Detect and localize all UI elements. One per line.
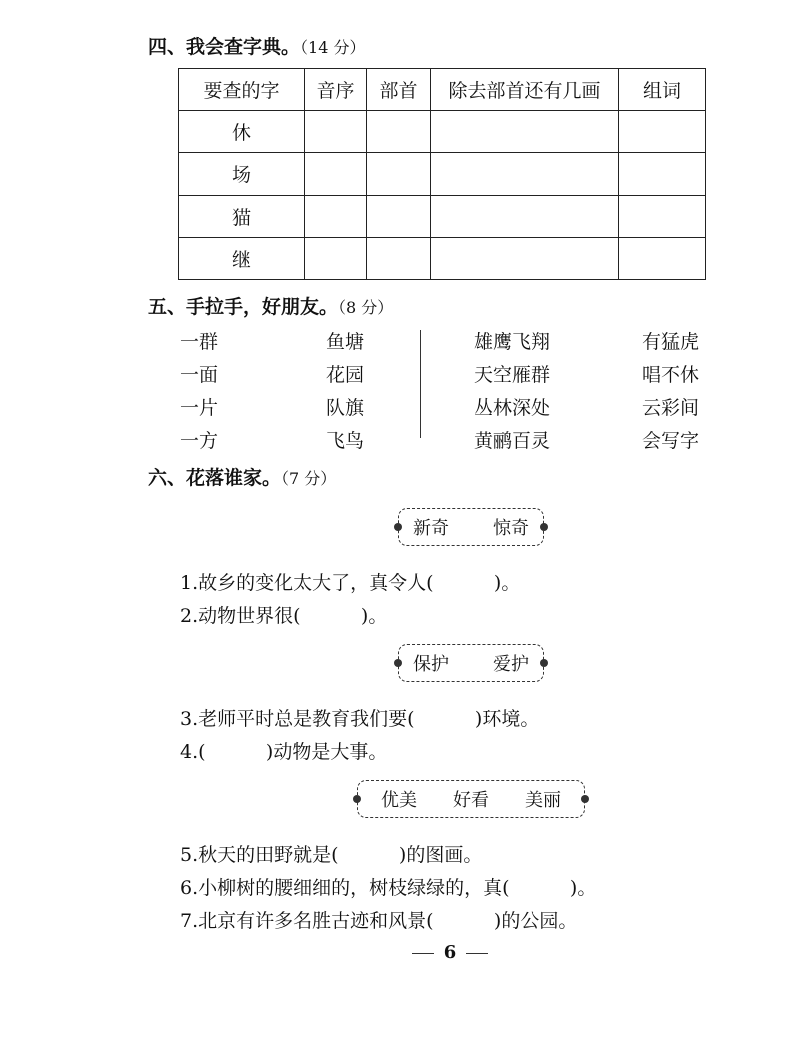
table-header-row [179, 69, 706, 111]
word-box-2 [398, 644, 544, 682]
question-6[interactable]: 6.小柳树的腰细细的，树枝绿绿的，真( )。 [180, 877, 597, 899]
dash-right [466, 953, 488, 954]
match-item[interactable]: 花园 [326, 364, 365, 386]
word-option: 优美 [381, 790, 417, 811]
word-option: 美丽 [525, 790, 561, 811]
match-item[interactable]: 有猛虎 [642, 331, 700, 353]
blank-cell[interactable] [367, 111, 431, 153]
blank-cell[interactable] [305, 111, 367, 153]
table-row [179, 237, 706, 279]
header-words: 组词 [619, 69, 706, 111]
question-7[interactable]: 7.北京有许多名胜古迹和风景( )的公园。 [180, 910, 578, 932]
match-left-col-a [180, 326, 218, 458]
word-option: 爱护 [493, 654, 529, 675]
table-row [179, 111, 706, 153]
blank-cell[interactable] [367, 153, 431, 195]
blank-cell[interactable] [619, 153, 706, 195]
word-box-1 [398, 508, 544, 546]
match-item[interactable]: 一群 [180, 331, 219, 353]
word-option: 惊奇 [493, 518, 529, 539]
row-char: 场 [179, 153, 305, 195]
section5-title [148, 292, 393, 319]
table-row [179, 195, 706, 237]
question-1[interactable]: 1.故乡的变化太大了，真令人( )。 [180, 572, 521, 594]
blank-cell[interactable] [431, 195, 619, 237]
header-strokes: 除去部首还有几画 [431, 69, 619, 111]
blank-cell[interactable] [619, 195, 706, 237]
row-char: 继 [179, 237, 305, 279]
blank-cell[interactable] [619, 237, 706, 279]
section5-title-text: 五、手拉手，好朋友。 [148, 296, 339, 318]
section6-title [148, 463, 336, 490]
word-option: 新奇 [413, 518, 449, 539]
blank-cell[interactable] [367, 237, 431, 279]
blank-cell[interactable] [431, 153, 619, 195]
header-yinxu: 音序 [305, 69, 367, 111]
match-right-col-a [474, 326, 550, 458]
section6-points: （7 分） [281, 469, 337, 488]
page-number-footer [0, 942, 800, 963]
word-box-3 [357, 780, 585, 818]
match-item[interactable]: 天空雁群 [474, 364, 551, 386]
header-char: 要查的字 [179, 69, 305, 111]
column-divider [420, 330, 421, 438]
header-bushou: 部首 [367, 69, 431, 111]
blank-cell[interactable] [619, 111, 706, 153]
question-4[interactable]: 4.( )动物是大事。 [180, 741, 388, 763]
word-option: 保护 [413, 654, 449, 675]
table-row [179, 153, 706, 195]
match-item[interactable]: 雄鹰飞翔 [474, 331, 551, 353]
match-item[interactable]: 唱不休 [642, 364, 700, 386]
dash-left [412, 953, 434, 954]
question-3[interactable]: 3.老师平时总是教育我们要( )环境。 [180, 708, 540, 730]
section5-points: （8 分） [338, 298, 394, 317]
section4-points: （14 分） [300, 38, 366, 57]
row-char: 猫 [179, 195, 305, 237]
match-item[interactable]: 云彩间 [642, 397, 700, 419]
section4-title-text: 四、我会查字典。 [148, 36, 301, 58]
match-item[interactable]: 队旗 [326, 397, 365, 419]
match-left-col-b [326, 326, 364, 458]
match-item[interactable]: 一片 [180, 397, 219, 419]
match-item[interactable]: 会写字 [642, 430, 700, 452]
page-number: 6 [443, 942, 457, 963]
blank-cell[interactable] [305, 195, 367, 237]
match-item[interactable]: 一方 [180, 430, 219, 452]
match-item[interactable]: 飞鸟 [326, 430, 365, 452]
match-item[interactable]: 丛林深处 [474, 397, 551, 419]
match-item[interactable]: 鱼塘 [326, 331, 365, 353]
section6-title-text: 六、花落谁家。 [148, 467, 282, 489]
blank-cell[interactable] [367, 195, 431, 237]
match-right-col-b [642, 326, 699, 458]
blank-cell[interactable] [431, 111, 619, 153]
question-5[interactable]: 5.秋天的田野就是( )的图画。 [180, 844, 483, 866]
blank-cell[interactable] [305, 237, 367, 279]
blank-cell[interactable] [305, 153, 367, 195]
question-2[interactable]: 2.动物世界很( )。 [180, 605, 388, 627]
dictionary-table [178, 68, 706, 280]
section4-title [148, 32, 365, 59]
match-item[interactable]: 一面 [180, 364, 219, 386]
match-item[interactable]: 黄鹂百灵 [474, 430, 551, 452]
row-char: 休 [179, 111, 305, 153]
blank-cell[interactable] [431, 237, 619, 279]
word-option: 好看 [453, 790, 489, 811]
